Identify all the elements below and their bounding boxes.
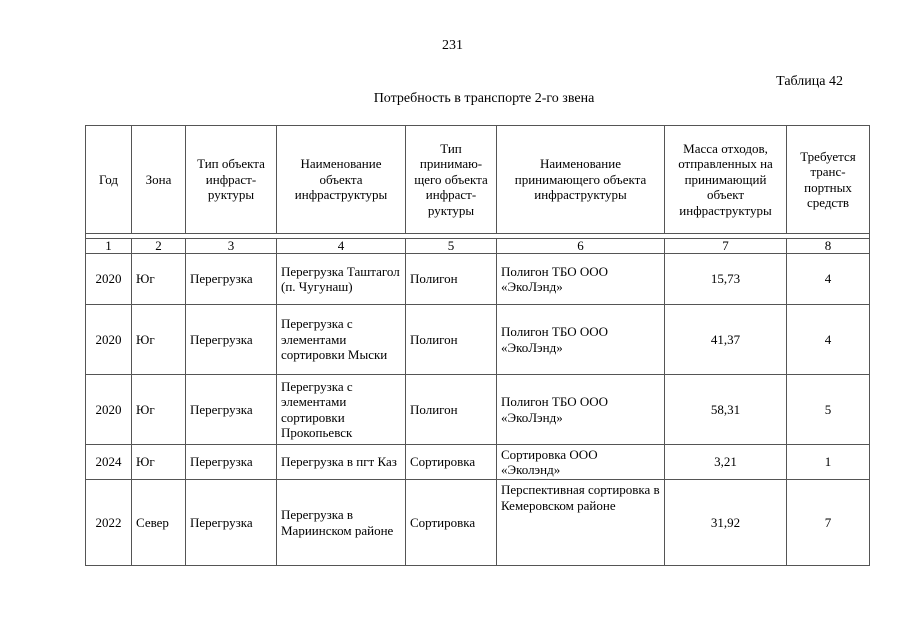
column-number: 3 bbox=[186, 239, 277, 254]
object-type-cell: Перегрузка bbox=[186, 480, 277, 566]
header-cell: Требуется транс-портных средств bbox=[787, 126, 870, 234]
table-title: Потребность в транспорте 2-го звена bbox=[373, 91, 595, 106]
receiver-type-cell: Сортировка bbox=[406, 445, 497, 480]
table-row bbox=[86, 305, 870, 375]
receiver-type-cell: Полигон bbox=[406, 305, 497, 375]
year-cell: 2024 bbox=[86, 445, 132, 480]
mass-cell: 31,92 bbox=[665, 480, 787, 566]
table-row bbox=[86, 480, 870, 566]
object-name-cell: Перегрузка Таштагол (п. Чугунаш) bbox=[277, 254, 406, 305]
vehicles-cell: 4 bbox=[787, 305, 870, 375]
receiver-name-cell: Перспективная сортировка в Кемеровском районе bbox=[497, 480, 665, 566]
vehicles-cell: 1 bbox=[787, 445, 870, 480]
mass-cell: 58,31 bbox=[665, 375, 787, 445]
object-name-cell: Перегрузка с элементами сортировки Прокопьевск bbox=[277, 375, 406, 445]
zone-cell: Юг bbox=[132, 375, 186, 445]
header-cell: Тип объекта инфраст-руктуры bbox=[186, 126, 277, 234]
table-row bbox=[86, 375, 870, 445]
mass-cell: 41,37 bbox=[665, 305, 787, 375]
year-cell: 2020 bbox=[86, 305, 132, 375]
header-row bbox=[86, 126, 870, 234]
column-number: 7 bbox=[665, 239, 787, 254]
receiver-name-cell: Полигон ТБО ООО «ЭкоЛэнд» bbox=[497, 254, 665, 305]
vehicles-cell: 5 bbox=[787, 375, 870, 445]
receiver-type-cell: Сортировка bbox=[406, 480, 497, 566]
zone-cell: Юг bbox=[132, 305, 186, 375]
column-number: 8 bbox=[787, 239, 870, 254]
zone-cell: Север bbox=[132, 480, 186, 566]
transport-table bbox=[85, 125, 870, 566]
header-cell: Масса отходов, отправленных на принимающий объект инфраструктуры bbox=[665, 126, 787, 234]
object-type-cell: Перегрузка bbox=[186, 254, 277, 305]
vehicles-cell: 4 bbox=[787, 254, 870, 305]
receiver-name-cell: Полигон ТБО ООО «ЭкоЛэнд» bbox=[497, 305, 665, 375]
year-cell: 2020 bbox=[86, 375, 132, 445]
mass-cell: 15,73 bbox=[665, 254, 787, 305]
column-number: 2 bbox=[132, 239, 186, 254]
receiver-name-cell: Сортировка ООО «Эколэнд» bbox=[497, 445, 665, 480]
object-type-cell: Перегрузка bbox=[186, 375, 277, 445]
zone-cell: Юг bbox=[132, 254, 186, 305]
zone-cell: Юг bbox=[132, 445, 186, 480]
table-row bbox=[86, 445, 870, 480]
vehicles-cell: 7 bbox=[787, 480, 870, 566]
receiver-type-cell: Полигон bbox=[406, 375, 497, 445]
year-cell: 2022 bbox=[86, 480, 132, 566]
object-name-cell: Перегрузка с элементами сортировки Мыски bbox=[277, 305, 406, 375]
table-number: Таблица 42 bbox=[776, 74, 843, 89]
receiver-type-cell: Полигон bbox=[406, 254, 497, 305]
column-number: 1 bbox=[86, 239, 132, 254]
object-type-cell: Перегрузка bbox=[186, 445, 277, 480]
object-type-cell: Перегрузка bbox=[186, 305, 277, 375]
header-cell: Зона bbox=[132, 126, 186, 234]
header-cell: Наименование принимающего объекта инфраструктуры bbox=[497, 126, 665, 234]
page-number: 231 bbox=[442, 38, 463, 53]
column-number-row bbox=[86, 239, 870, 254]
header-cell: Тип принимаю-щего объекта инфраст-руктуры bbox=[406, 126, 497, 234]
column-number: 4 bbox=[277, 239, 406, 254]
year-cell: 2020 bbox=[86, 254, 132, 305]
object-name-cell: Перегрузка в Мариинском районе bbox=[277, 480, 406, 566]
column-number: 5 bbox=[406, 239, 497, 254]
column-number: 6 bbox=[497, 239, 665, 254]
receiver-name-cell: Полигон ТБО ООО «ЭкоЛэнд» bbox=[497, 375, 665, 445]
header-cell: Год bbox=[86, 126, 132, 234]
mass-cell: 3,21 bbox=[665, 445, 787, 480]
header-cell: Наименование объекта инфраструктуры bbox=[277, 126, 406, 234]
table-row bbox=[86, 254, 870, 305]
object-name-cell: Перегрузка в пгт Каз bbox=[277, 445, 406, 480]
